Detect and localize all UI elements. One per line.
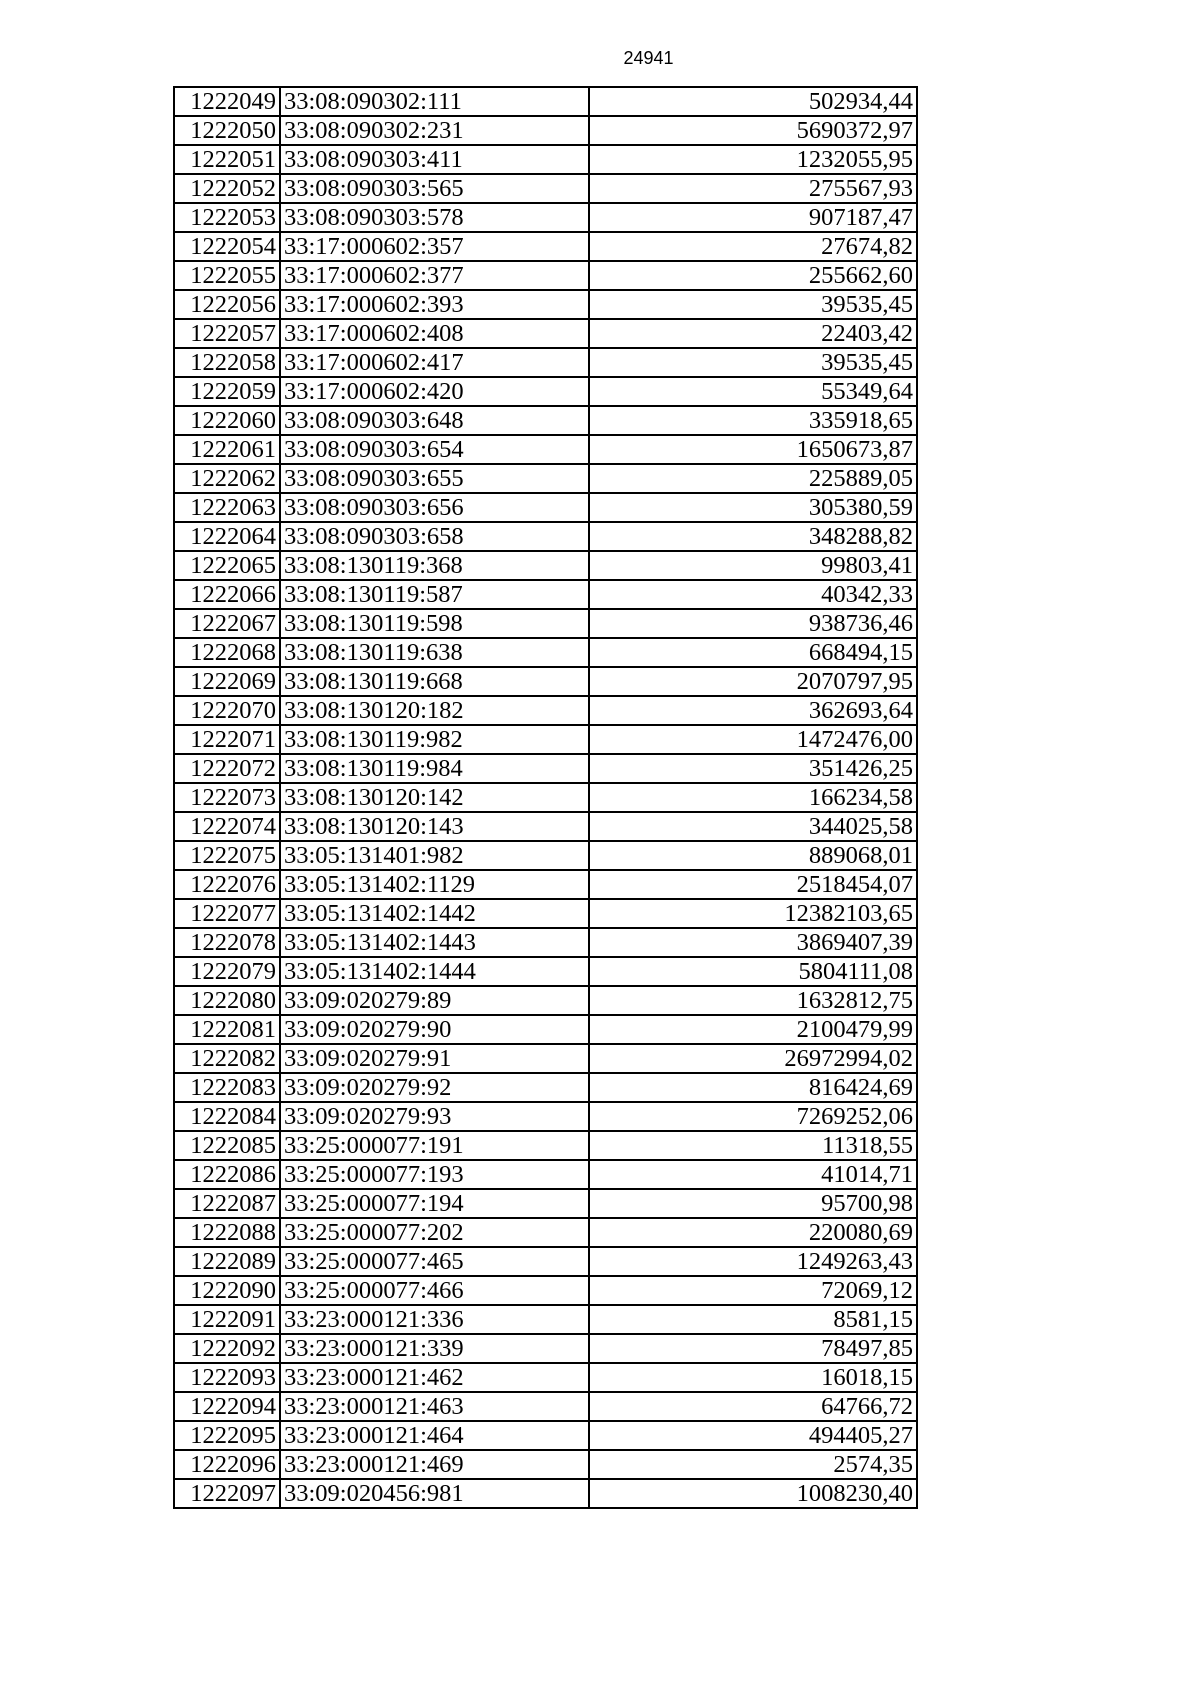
table-row bbox=[174, 551, 917, 580]
cadastral-value-cell: 2574,35 bbox=[589, 1450, 917, 1479]
row-id-cell: 1222092 bbox=[174, 1334, 280, 1363]
table-row bbox=[174, 1363, 917, 1392]
row-id-cell: 1222068 bbox=[174, 638, 280, 667]
cadastral-number-cell: 33:05:131402:1444 bbox=[280, 957, 589, 986]
cadastral-number-cell: 33:09:020456:981 bbox=[280, 1479, 589, 1508]
cadastral-number-cell: 33:08:130119:368 bbox=[280, 551, 589, 580]
cadastral-value-cell: 41014,71 bbox=[589, 1160, 917, 1189]
cadastral-number-cell: 33:23:000121:336 bbox=[280, 1305, 589, 1334]
cadastral-number-cell: 33:25:000077:202 bbox=[280, 1218, 589, 1247]
row-id-cell: 1222073 bbox=[174, 783, 280, 812]
cadastral-value-cell: 220080,69 bbox=[589, 1218, 917, 1247]
row-id-cell: 1222082 bbox=[174, 1044, 280, 1073]
cadastral-value-cell: 16018,15 bbox=[589, 1363, 917, 1392]
row-id-cell: 1222069 bbox=[174, 667, 280, 696]
table-row bbox=[174, 783, 917, 812]
row-id-cell: 1222066 bbox=[174, 580, 280, 609]
cadastral-value-cell: 95700,98 bbox=[589, 1189, 917, 1218]
cadastral-number-cell: 33:08:130119:984 bbox=[280, 754, 589, 783]
cadastral-value-cell: 889068,01 bbox=[589, 841, 917, 870]
table-row bbox=[174, 899, 917, 928]
cadastral-value-cell: 2070797,95 bbox=[589, 667, 917, 696]
cadastral-number-cell: 33:08:090303:656 bbox=[280, 493, 589, 522]
table-row bbox=[174, 348, 917, 377]
cadastral-number-cell: 33:08:130119:982 bbox=[280, 725, 589, 754]
cadastral-number-cell: 33:17:000602:393 bbox=[280, 290, 589, 319]
table-row bbox=[174, 435, 917, 464]
row-id-cell: 1222090 bbox=[174, 1276, 280, 1305]
row-id-cell: 1222060 bbox=[174, 406, 280, 435]
table-row bbox=[174, 1334, 917, 1363]
row-id-cell: 1222067 bbox=[174, 609, 280, 638]
cadastral-value-cell: 11318,55 bbox=[589, 1131, 917, 1160]
row-id-cell: 1222076 bbox=[174, 870, 280, 899]
cadastral-value-cell: 668494,15 bbox=[589, 638, 917, 667]
table-row bbox=[174, 174, 917, 203]
table-row bbox=[174, 638, 917, 667]
page-number: 24941 bbox=[623, 48, 674, 68]
row-id-cell: 1222063 bbox=[174, 493, 280, 522]
table-row bbox=[174, 232, 917, 261]
cadastral-value-cell: 5690372,97 bbox=[589, 116, 917, 145]
row-id-cell: 1222071 bbox=[174, 725, 280, 754]
row-id-cell: 1222089 bbox=[174, 1247, 280, 1276]
cadastral-number-cell: 33:08:130119:668 bbox=[280, 667, 589, 696]
cadastral-value-cell: 348288,82 bbox=[589, 522, 917, 551]
cadastral-value-cell: 166234,58 bbox=[589, 783, 917, 812]
table-row bbox=[174, 1479, 917, 1508]
cadastral-value-cell: 7269252,06 bbox=[589, 1102, 917, 1131]
table-row bbox=[174, 1421, 917, 1450]
table-row bbox=[174, 957, 917, 986]
cadastral-value-cell: 1232055,95 bbox=[589, 145, 917, 174]
cadastral-number-cell: 33:08:090303:565 bbox=[280, 174, 589, 203]
table-row bbox=[174, 87, 917, 116]
cadastral-number-cell: 33:05:131401:982 bbox=[280, 841, 589, 870]
cadastral-value-cell: 39535,45 bbox=[589, 348, 917, 377]
cadastral-number-cell: 33:08:090303:411 bbox=[280, 145, 589, 174]
cadastral-value-cell: 3869407,39 bbox=[589, 928, 917, 957]
cadastral-number-cell: 33:09:020279:92 bbox=[280, 1073, 589, 1102]
cadastral-value-cell: 1008230,40 bbox=[589, 1479, 917, 1508]
cadastral-number-cell: 33:08:090303:655 bbox=[280, 464, 589, 493]
cadastral-value-cell: 305380,59 bbox=[589, 493, 917, 522]
row-id-cell: 1222051 bbox=[174, 145, 280, 174]
cadastral-number-cell: 33:25:000077:193 bbox=[280, 1160, 589, 1189]
cadastral-number-cell: 33:17:000602:377 bbox=[280, 261, 589, 290]
cadastral-number-cell: 33:08:130119:598 bbox=[280, 609, 589, 638]
cadastral-value-cell: 344025,58 bbox=[589, 812, 917, 841]
cadastral-value-cell: 362693,64 bbox=[589, 696, 917, 725]
table-row bbox=[174, 203, 917, 232]
cadastral-value-cell: 225889,05 bbox=[589, 464, 917, 493]
table-row bbox=[174, 406, 917, 435]
cadastral-value-cell: 816424,69 bbox=[589, 1073, 917, 1102]
table-row bbox=[174, 290, 917, 319]
table-row bbox=[174, 812, 917, 841]
row-id-cell: 1222087 bbox=[174, 1189, 280, 1218]
cadastral-value-table bbox=[173, 86, 918, 1509]
row-id-cell: 1222062 bbox=[174, 464, 280, 493]
row-id-cell: 1222094 bbox=[174, 1392, 280, 1421]
row-id-cell: 1222052 bbox=[174, 174, 280, 203]
cadastral-number-cell: 33:09:020279:89 bbox=[280, 986, 589, 1015]
table-row bbox=[174, 696, 917, 725]
cadastral-number-cell: 33:08:090303:658 bbox=[280, 522, 589, 551]
cadastral-value-cell: 2100479,99 bbox=[589, 1015, 917, 1044]
table-row bbox=[174, 580, 917, 609]
row-id-cell: 1222054 bbox=[174, 232, 280, 261]
cadastral-number-cell: 33:08:130120:142 bbox=[280, 783, 589, 812]
table-row bbox=[174, 464, 917, 493]
cadastral-number-cell: 33:25:000077:466 bbox=[280, 1276, 589, 1305]
row-id-cell: 1222070 bbox=[174, 696, 280, 725]
cadastral-value-cell: 275567,93 bbox=[589, 174, 917, 203]
row-id-cell: 1222057 bbox=[174, 319, 280, 348]
table-row bbox=[174, 1392, 917, 1421]
table-row bbox=[174, 1102, 917, 1131]
table-row bbox=[174, 986, 917, 1015]
table-row bbox=[174, 1160, 917, 1189]
table-row bbox=[174, 667, 917, 696]
row-id-cell: 1222084 bbox=[174, 1102, 280, 1131]
table-row bbox=[174, 841, 917, 870]
cadastral-value-cell: 255662,60 bbox=[589, 261, 917, 290]
table-row bbox=[174, 1305, 917, 1334]
cadastral-number-cell: 33:23:000121:469 bbox=[280, 1450, 589, 1479]
cadastral-number-cell: 33:08:090303:648 bbox=[280, 406, 589, 435]
table-row bbox=[174, 1131, 917, 1160]
cadastral-value-cell: 22403,42 bbox=[589, 319, 917, 348]
cadastral-value-cell: 335918,65 bbox=[589, 406, 917, 435]
cadastral-number-cell: 33:08:090302:111 bbox=[280, 87, 589, 116]
cadastral-number-cell: 33:23:000121:339 bbox=[280, 1334, 589, 1363]
row-id-cell: 1222095 bbox=[174, 1421, 280, 1450]
row-id-cell: 1222050 bbox=[174, 116, 280, 145]
cadastral-number-cell: 33:08:130119:638 bbox=[280, 638, 589, 667]
row-id-cell: 1222064 bbox=[174, 522, 280, 551]
cadastral-number-cell: 33:09:020279:90 bbox=[280, 1015, 589, 1044]
row-id-cell: 1222053 bbox=[174, 203, 280, 232]
table-row bbox=[174, 754, 917, 783]
row-id-cell: 1222081 bbox=[174, 1015, 280, 1044]
cadastral-number-cell: 33:17:000602:417 bbox=[280, 348, 589, 377]
cadastral-number-cell: 33:25:000077:191 bbox=[280, 1131, 589, 1160]
cadastral-value-cell: 2518454,07 bbox=[589, 870, 917, 899]
table-row bbox=[174, 377, 917, 406]
cadastral-number-cell: 33:08:130120:143 bbox=[280, 812, 589, 841]
table-row bbox=[174, 1015, 917, 1044]
cadastral-number-cell: 33:23:000121:462 bbox=[280, 1363, 589, 1392]
row-id-cell: 1222058 bbox=[174, 348, 280, 377]
table-row bbox=[174, 1218, 917, 1247]
cadastral-value-cell: 1249263,43 bbox=[589, 1247, 917, 1276]
cadastral-value-cell: 502934,44 bbox=[589, 87, 917, 116]
cadastral-value-cell: 5804111,08 bbox=[589, 957, 917, 986]
cadastral-number-cell: 33:17:000602:408 bbox=[280, 319, 589, 348]
cadastral-number-cell: 33:08:090302:231 bbox=[280, 116, 589, 145]
row-id-cell: 1222061 bbox=[174, 435, 280, 464]
table-row bbox=[174, 1276, 917, 1305]
cadastral-number-cell: 33:08:090303:578 bbox=[280, 203, 589, 232]
table-row bbox=[174, 725, 917, 754]
row-id-cell: 1222059 bbox=[174, 377, 280, 406]
table-row bbox=[174, 1247, 917, 1276]
cadastral-number-cell: 33:05:131402:1443 bbox=[280, 928, 589, 957]
cadastral-number-cell: 33:25:000077:194 bbox=[280, 1189, 589, 1218]
row-id-cell: 1222055 bbox=[174, 261, 280, 290]
table-row bbox=[174, 870, 917, 899]
cadastral-number-cell: 33:05:131402:1442 bbox=[280, 899, 589, 928]
row-id-cell: 1222065 bbox=[174, 551, 280, 580]
row-id-cell: 1222091 bbox=[174, 1305, 280, 1334]
table-row bbox=[174, 609, 917, 638]
cadastral-value-cell: 99803,41 bbox=[589, 551, 917, 580]
cadastral-value-cell: 72069,12 bbox=[589, 1276, 917, 1305]
row-id-cell: 1222072 bbox=[174, 754, 280, 783]
cadastral-value-cell: 40342,33 bbox=[589, 580, 917, 609]
cadastral-number-cell: 33:25:000077:465 bbox=[280, 1247, 589, 1276]
cadastral-value-cell: 1472476,00 bbox=[589, 725, 917, 754]
table-row bbox=[174, 928, 917, 957]
table-row bbox=[174, 1450, 917, 1479]
table-row bbox=[174, 1044, 917, 1073]
cadastral-number-cell: 33:23:000121:464 bbox=[280, 1421, 589, 1450]
cadastral-value-cell: 39535,45 bbox=[589, 290, 917, 319]
cadastral-value-cell: 494405,27 bbox=[589, 1421, 917, 1450]
row-id-cell: 1222080 bbox=[174, 986, 280, 1015]
row-id-cell: 1222093 bbox=[174, 1363, 280, 1392]
row-id-cell: 1222088 bbox=[174, 1218, 280, 1247]
table-row bbox=[174, 261, 917, 290]
cadastral-number-cell: 33:09:020279:91 bbox=[280, 1044, 589, 1073]
cadastral-number-cell: 33:17:000602:420 bbox=[280, 377, 589, 406]
row-id-cell: 1222049 bbox=[174, 87, 280, 116]
row-id-cell: 1222096 bbox=[174, 1450, 280, 1479]
table-row bbox=[174, 319, 917, 348]
cadastral-value-cell: 1650673,87 bbox=[589, 435, 917, 464]
cadastral-number-cell: 33:08:090303:654 bbox=[280, 435, 589, 464]
cadastral-number-cell: 33:09:020279:93 bbox=[280, 1102, 589, 1131]
row-id-cell: 1222079 bbox=[174, 957, 280, 986]
cadastral-number-cell: 33:17:000602:357 bbox=[280, 232, 589, 261]
row-id-cell: 1222078 bbox=[174, 928, 280, 957]
row-id-cell: 1222056 bbox=[174, 290, 280, 319]
cadastral-value-cell: 26972994,02 bbox=[589, 1044, 917, 1073]
row-id-cell: 1222085 bbox=[174, 1131, 280, 1160]
cadastral-value-cell: 27674,82 bbox=[589, 232, 917, 261]
cadastral-value-cell: 907187,47 bbox=[589, 203, 917, 232]
row-id-cell: 1222074 bbox=[174, 812, 280, 841]
table-row bbox=[174, 1073, 917, 1102]
cadastral-value-cell: 12382103,65 bbox=[589, 899, 917, 928]
table-row bbox=[174, 145, 917, 174]
cadastral-value-cell: 8581,15 bbox=[589, 1305, 917, 1334]
table-body bbox=[174, 87, 917, 1508]
cadastral-value-cell: 64766,72 bbox=[589, 1392, 917, 1421]
row-id-cell: 1222075 bbox=[174, 841, 280, 870]
cadastral-value-cell: 938736,46 bbox=[589, 609, 917, 638]
row-id-cell: 1222083 bbox=[174, 1073, 280, 1102]
row-id-cell: 1222097 bbox=[174, 1479, 280, 1508]
cadastral-number-cell: 33:23:000121:463 bbox=[280, 1392, 589, 1421]
cadastral-value-cell: 55349,64 bbox=[589, 377, 917, 406]
table-row bbox=[174, 1189, 917, 1218]
cadastral-value-cell: 1632812,75 bbox=[589, 986, 917, 1015]
cadastral-value-cell: 351426,25 bbox=[589, 754, 917, 783]
cadastral-value-cell: 78497,85 bbox=[589, 1334, 917, 1363]
row-id-cell: 1222077 bbox=[174, 899, 280, 928]
cadastral-number-cell: 33:08:130119:587 bbox=[280, 580, 589, 609]
cadastral-number-cell: 33:08:130120:182 bbox=[280, 696, 589, 725]
row-id-cell: 1222086 bbox=[174, 1160, 280, 1189]
table-row bbox=[174, 522, 917, 551]
cadastral-number-cell: 33:05:131402:1129 bbox=[280, 870, 589, 899]
table-row bbox=[174, 493, 917, 522]
table-row bbox=[174, 116, 917, 145]
